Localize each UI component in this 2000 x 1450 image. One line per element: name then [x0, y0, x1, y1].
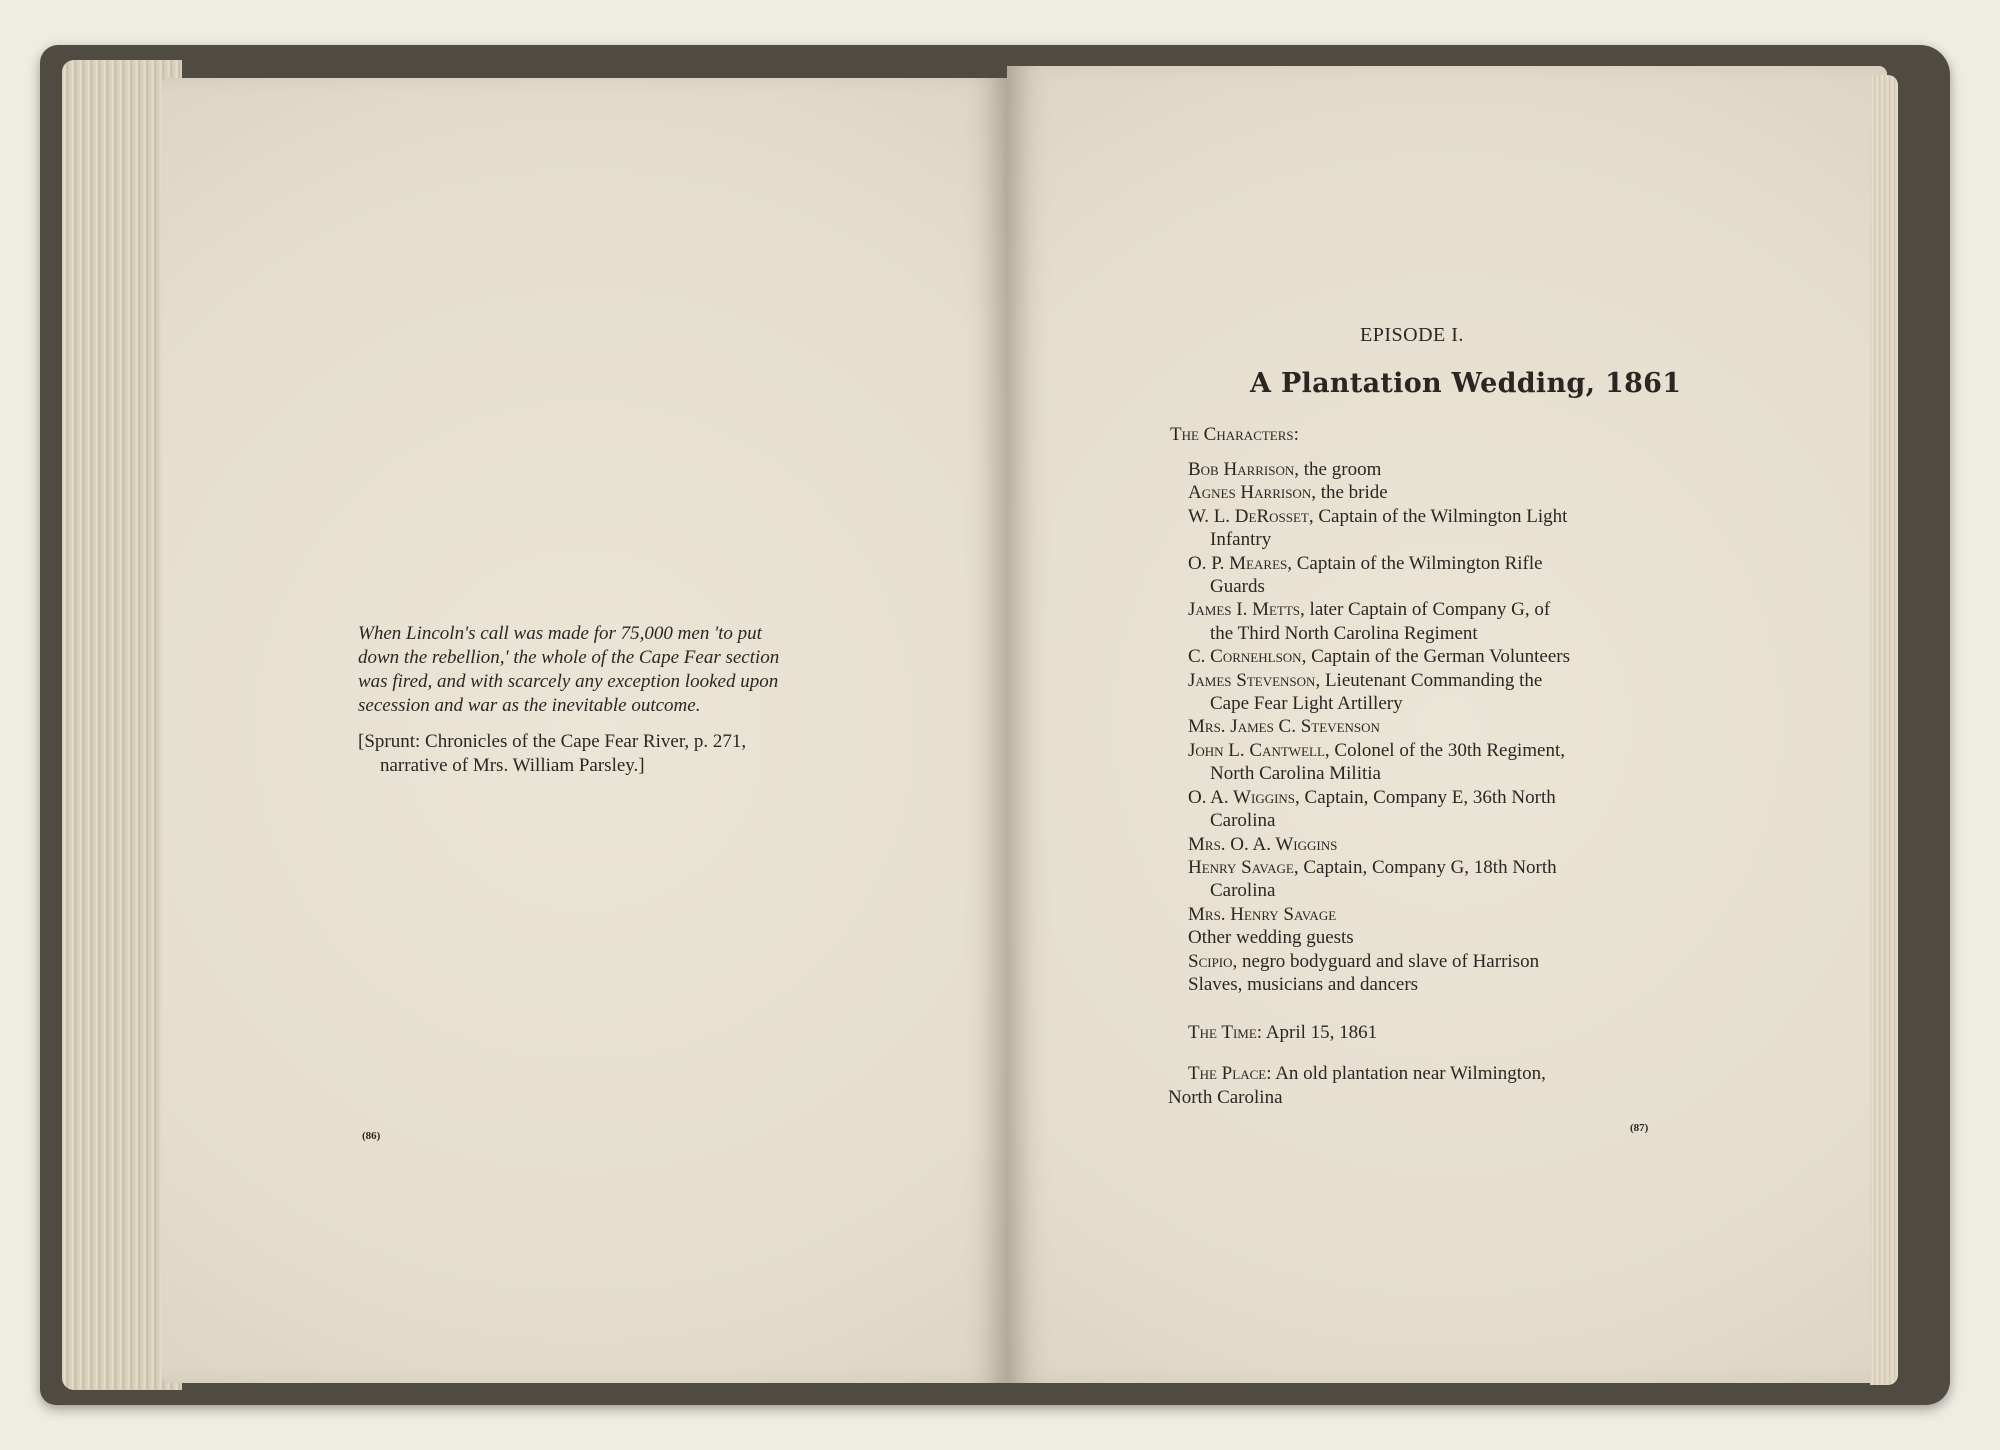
citation-line: [Sprunt: Chronicles of the Cape Fear River, p. 271, [358, 731, 747, 752]
place-line [1168, 1062, 1658, 1110]
cast-description-continued: North Carolina Militia [1210, 763, 1381, 785]
cast-description: Slaves, musicians and dancers [1188, 973, 1419, 995]
cast-name: C. Cornehlson [1188, 646, 1302, 668]
cast-name: Henry Savage [1188, 856, 1294, 878]
cast-name: Mrs. Henry Savage [1188, 903, 1337, 925]
quote-line: When Lincoln's call was made for 75,000 men 'to put [358, 623, 762, 644]
cast-description: Other wedding guests [1188, 927, 1354, 949]
place-line-1 [1168, 1062, 1658, 1086]
cast-description-continued: Cape Fear Light Artillery [1210, 693, 1403, 715]
page-edges-right [1870, 75, 1898, 1385]
cast-description-continued: the Third North Carolina Regiment [1210, 622, 1478, 644]
place-line-2: North Carolina [1168, 1087, 1283, 1108]
episode-title: A Plantation Wedding, 1861 [1250, 368, 1682, 399]
citation-line: narrative of Mrs. William Parsley.] [380, 755, 645, 776]
cast-entry [1188, 645, 1658, 668]
cast-description: , the groom [1294, 459, 1382, 480]
time-line [1188, 1022, 1377, 1044]
cast-description: , Colonel of the 30th Regiment, [1324, 739, 1566, 761]
cast-entry [1188, 926, 1658, 949]
cast-entry [1188, 786, 1658, 809]
cast-name: Bob Harrison [1188, 459, 1295, 480]
cast-entry [1188, 950, 1658, 973]
cast-entry [1188, 505, 1658, 528]
cast-description-continued: Guards [1210, 576, 1265, 598]
cast-description-continued: Carolina [1210, 810, 1276, 832]
cast-entry [1188, 481, 1658, 504]
cast-description: , Captain of the Wilmington Rifle [1287, 552, 1543, 574]
cast-name: Agnes Harrison [1188, 482, 1312, 504]
cast-entry [1188, 833, 1658, 856]
cast-description-continued: Infantry [1210, 529, 1272, 551]
cast-entry [1188, 715, 1658, 738]
cast-entry [1188, 552, 1658, 575]
cast-entry [1188, 856, 1658, 879]
cast-entry [1188, 903, 1658, 926]
page-number-right: (87) [1630, 1122, 1649, 1134]
cast-entry [1188, 973, 1658, 996]
cast-name: John L. Cantwell [1188, 739, 1325, 761]
cast-name: W. L. DeRosset [1188, 505, 1309, 527]
cast-name: Mrs. O. A. Wiggins [1188, 833, 1338, 855]
cast-description: , the bride [1311, 482, 1388, 504]
time-value: April 15, 1861 [1265, 1022, 1378, 1043]
cast-entry [1188, 669, 1658, 692]
cast-description: , negro bodyguard and slave of Harrison [1232, 950, 1540, 972]
page-number-left: (86) [362, 1130, 381, 1142]
place-value: An old plantation near Wilmington, [1275, 1063, 1546, 1084]
cast-list [1188, 458, 1658, 996]
time-label: The Time: [1188, 1022, 1263, 1043]
cast-name: James Stevenson [1188, 669, 1316, 691]
quote-citation [358, 730, 858, 778]
quote-line: was fired, and with scarcely any exception looked upon [358, 671, 779, 692]
cast-description: , Captain, Company E, 36th North [1295, 786, 1556, 808]
cast-name: James I. Metts [1188, 599, 1301, 621]
cast-name: Mrs. James C. Stevenson [1188, 716, 1380, 738]
cast-entry [1188, 739, 1658, 762]
cast-name: Scipio [1188, 950, 1233, 972]
cast-description: , Captain of the German Volunteers [1301, 646, 1570, 668]
cast-description-continued: Carolina [1210, 880, 1276, 902]
quote-line: down the rebellion,' the whole of the Cape Fear section [358, 647, 780, 668]
cast-description: , Lieutenant Commanding the [1315, 669, 1543, 691]
characters-heading: The Characters: [1170, 424, 1299, 445]
cast-name: O. P. Meares [1188, 552, 1288, 574]
place-label: The Place: [1188, 1063, 1272, 1084]
episode-heading: EPISODE I. [1360, 324, 1464, 346]
epigraph-quote [358, 622, 854, 718]
cast-description: , later Captain of Company G, of [1300, 599, 1551, 621]
cast-entry [1188, 598, 1658, 621]
cast-description: , Captain, Company G, 18th North [1293, 856, 1557, 878]
cast-description: , Captain of the Wilmington Light [1308, 505, 1568, 527]
quote-line: secession and war as the inevitable outcome. [358, 695, 701, 716]
cast-entry [1188, 458, 1658, 481]
cast-name: O. A. Wiggins [1188, 786, 1296, 808]
